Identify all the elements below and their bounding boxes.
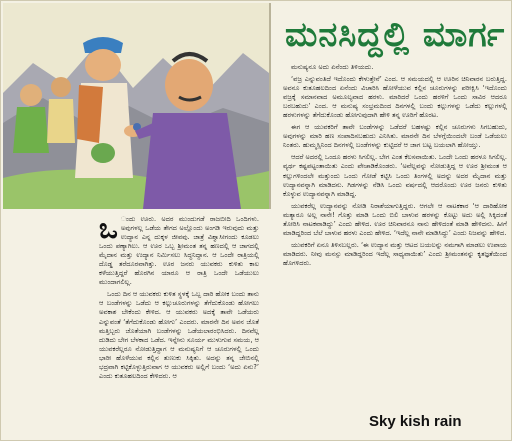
paragraph: ಆದರೆ ಅದರಲ್ಲಿ ಒಂದೂ ಹರಳು ಸಿಗಲಿಲ್ಲ. ಬೇಗ ಎಂತ ಕೆಲಸವಾಯಿತು. ಒಂದೇ ಒಂದು ಹರಳೂ ಸಿಗಲಿಲ್ಲ. ವ್ಯರ್ಥ ಕಷ್ಟಪಟ್ಟಂತಾಯಿತು ಎಂದು ಪೇಚಾಡಿಕೊಂಡರು. ‘ಅವೆಲ್ಲವನ್ನು ನೋಡುತ್ತಿದ್ದ ಆ ಊರ ಶ್ರೀಮಂತ ಆ ಕಲ್ಲುಗಳಿಂದಲೇ ಮತ್ತುಂದು ಒಂದು ಗೋಡೆ ಕಟ್ಟಿಸಿ ಒಂದು ತಿಂಗಳಲ್ಲಿ ಅದನ್ನು ಅದರ ಮೈದಾನ ಮತ್ತು ಉದ್ಯಾನವನ್ನಾಗಿ ಮಾಡಿದನು. ಗಿಡಗಳನ್ನು ನೆಡಿಸಿ ಒಂದು ವರ್ಷದಲ್ಲಿ ಆದರೊಂದು ಊರ ಜನರು ಕುಳಿತು ಕೊಳ್ಳುವ ಉದ್ಯಾನವನ್ನಾಗಿ ಮಾಡಿದ್ದ. <box>283 153 507 198</box>
paragraph: ‘ವಜ್ರ ಎನ್ನುವಂತಿದೆ ಇದೊಂದು ಕೇಳುತ್ತೇನೆ’ ಎಂದ. ಆ ಸಮಯದಲ್ಲಿ ಆ ಊರಿನ ಚಿನಿವಾರನ ಬರುತ್ತಿದ್ದ. ಅವನೂ ಕುತೂಹಲದಿಂದ ಏನೆಂದು ವಿಚಾರಿಸಿ ಹೋಳೆಯುವ ಕಲ್ಲಿನ ಚೂರುಗಳನ್ನು ಪರೀಕ್ಷಿಸಿ ‘ಇದೊಂದು ವಜ್ರಕ್ಕೆ ಸಮಾನವಾದ ಅಮೂಲ್ಯವಾದ ಹರಳು. ಮಾರಿದರೆ ಒಂದು ಹರಳಿಗೆ ಒಂದು ಸಾವಿರ ಆದರೂ ಬರಬಹುದು’ ಎಂದ. ಆ ಮನುಷ್ಯ ಸಂಭ್ರಮದಿಂದ ದಿನಗಳಲ್ಲಿ ಬಂದು ಕಲ್ಲುಗಳನ್ನು ಒಡೆದು ಕಲ್ಲುಗಳಲ್ಲಿ ಹರಳುಗಳನ್ನು ತೆಗೆದುಕೊಂಡು ಹೋಗುವುದಾಗಿ ಹೇಳಿ ತನ್ನ ಊರಿಗೆ ಹೊರಟ. <box>283 75 507 120</box>
dropcap: ಒ <box>99 212 118 245</box>
story-illustration <box>3 3 271 209</box>
paragraph: ಯುವಕರಿಗೆ ಏನೂ ತಿಳಿಸಬಲ್ಲರು. ‘ಈ ಉದ್ಯಾನ ಮತ್ತು ಆಟದ ಬಯಲನ್ನು ನಮಗಾಗಿ ಮಾಡಲು ಉಪಾಯ ಮಾಡಿದರು. ನೀವು ಮನಸ್ಸು ಮಾಡಿದ್ದರಿಂದ ಇದೆಲ್ಲ ಸಾಧ್ಯವಾಯಿತು’ ಎಂದು ಶ್ರೀಮಂತನನ್ನು ಕೃತಜ್ಞತೆಯಿಂದ ಹೊಗಳಿದರು. <box>283 240 507 267</box>
right-text-column <box>283 63 507 271</box>
paragraph: ಒಂದು ದಿನ ಆ ಯುವಕರು ಕುಳಿತ ಸ್ಥಳಕ್ಕೆ ಒಬ್ಬ ದಾರಿ ಹೋಕ ಬಂದು ತಾನು ಆ ಬಂಡೆಗಳನ್ನು ಒಡೆದು ಆ ಕಲ್ಲುಚೂರುಗಳನ್ನು ತೆಗೆದುಕೊಂಡು ಹೋಗಲು ಅವಕಾಶ ಬೇಕೆಂದು ಕೇಳಿದ. ಆ ಯುವಕರು ಅದಕ್ಕೆ ತಾವೇ ಒಡೆಯರು ಎನ್ನುವಂತೆ ‘ತೆಗೆದುಕೊಂಡು ಹೋಗು’ ಎಂದರು. ಮಾರನೇ ದಿನ ಅವನ ಜೊತೆ ಮತ್ತಿಬ್ಬರು ಜೊತೆಯಾಗಿ ಬಂಡೆಗಳನ್ನು ಒಡೆಯಲಾರಂಭಿಸಿದರು. ದಿನವೆಲ್ಲ ದುಡಿದು ಬೇಗ ಬೆಳಕಾದ ಒಡೆದ. ಇನ್ನೇನು ಸೂರ್ಯ ಮುಳುಗುವ ಸಮಯ, ಆ ಯುವಕರೆಲ್ಲರೂ ನೋಡುತ್ತಿದ್ದಾಗ ಆ ಮನುಷ್ಯನಿಗೆ ಆ ಚೂರುಗಳಲ್ಲಿ ಒಂದು ಭಾರೀ ಹೊಳೆಯುವ ಕಲ್ಲಿನ ತುಣುಕು ಸಿಕ್ಕಿತು. ಅದನ್ನು ತನ್ನ ಜೇಬಿನಲ್ಲಿ ಭದ್ರವಾಗಿ ಕಟ್ಟಿಕೊಳ್ಳುತ್ತಿರುವಾಗ ಆ ಯುವಕರು ಅಲ್ಲಿಗೆ ಬಂದು ‘ಅದು ಏನು?’ ಎಂದು ಕುತೂಹಲದಿಂದ ಕೇಳಿದರು. ಆ <box>99 290 259 380</box>
paragraph <box>99 212 259 287</box>
paragraph: ಈಗ ಆ ಯುವಕರಿಗೆ ತಾವೇ ಬಂಡೆಗಳನ್ನು ಒಡೆದರೆ ಬಹಳಷ್ಟು ಕಲ್ಲಿನ ಚೂರುಗಳು ಸಿಗಬಹುದು, ಅವುಗಳನ್ನು ಮಾರಿ ಹಣ ಸಂಪಾದಿಸಬಹುದು ಎನಿಸಿತು. ಮಾರನೇ ದಿನ ಬೆಳಗ್ಗೆಯಿಂದಲೇ ಬಂಡೆ ಒಡೆಯಲು ನಿಂತರು. ಹುಮ್ಮಸ್ಸಿನಿಂದ ದಿನಗಳಲ್ಲಿ ಬಂಡೆಗಳನ್ನು ಕುಟ್ಟಿದರೆ ಆ ಜಾಗ ಬಟ್ಟ ಬಯಲಾಗಿ ಹೋಯ್ತು. <box>283 123 507 150</box>
author-signature: Sky kish rain <box>369 413 462 430</box>
villager-back <box>47 77 75 143</box>
paragraph-text: ಂದು ಊರು. ಅದರ ಮುಂದುಗಡೆ ರಾಜಬೀದಿ ಒಂದಿಗಳು. ಅವುಗಳಲ್ಲ ಒಡೆಯ ತೇಗದ ಅಲ್ಲೊಂದು ಅಂಗಡಿ ಇರುವುದು ಮತ್ತು ಉದ್ಯಾನ ಎನ್ನ ದುಕ್ಕಳ ಜೀವವು. ಜಾತ್ರೆ ವಿಶ್ವಾಸೀಗಂದು ಕೂಡಲು ಒಂದು ಪಣ್ಯಾಗಿಲು. ಆ ಊರ ಒಬ್ಬ ಶ್ರೀಮಂತ ತನ್ನ ಹಣದಲ್ಲಿ ಆ ಜಾಗದಲ್ಲಿ ಮೈದಾನ ಮತ್ತು ಉದ್ಯಾನ ನಿರ್ಮಿಸಲು ಸಿದ್ಧನಿದ್ದಾನ. ಆ ಒಂದೇ ರಾತ್ರಿಯಲ್ಲಿ ದೊಡ್ಡ ತರೆದೂರವಾಗಿತ್ತು. ಊರ ಜನರು ಯುವಕರು ಕುಳಿತು ಕಾಲ ಕಳೆಯುತ್ತಿದ್ದರೆ ಹೊರಗಿನ ಯಾರೂ ಆ ರಾತ್ರಿ ಒಂದೇ ಒಡೆಯುಲು ಮುಂದಾಗಲಿಲ್ಲ. <box>99 215 259 287</box>
story-title: ಮನಸಿದ್ದಲ್ಲಿ ಮಾರ್ಗ <box>285 15 506 55</box>
left-text-column <box>99 212 259 384</box>
paragraph: ಯುವಕರೆಲ್ಲ ಉದ್ಯಾನವನ್ನು ನೋಡಿ ನಿರಾಶೆಯಾಗುತ್ತಿದ್ದರು. ಆಗಲೇ ಆ ನಾಟಕಕಾರ ‘ಆ ದಾರಿಹೋಕ ಮತ್ಯಾರೂ ಅಲ್ಲ ನಾನೇ! ಗೊತ್ತು ಮಾಡಿ ಒಂದು ಬಿಲಿ ಬಾಳುವ ಹರಳನ್ನು ಕೊಟ್ಟು ಅದು ಅಲ್ಲಿ ಸಿಕ್ಕಿದಂತೆ ತೋರಿಸಿ ನಾಟಕವಾಡಿದ್ದು’ ಎಂದು ಹೇಳಿದ. ಊರ ಚಿನಿವಾರನೂ ನಾನು ಹೇಳಿದಂತೆ ಮಾಡಿ ಹೇಳಿದನು. ಹೀಗೆ ಮಾಡಿದ್ದರಿಂದ ಬೆಲೆ ಬಾಳುವ ಹರಳು ಎಂದು ಹೇಳಿದ. ‘ಇದೆಲ್ಲ ನಾನೇ ಮಾಡಿಸಿದ್ದು’ ಎಂದು ನಿಜವನ್ನು ಹೇಳಿದ. <box>283 201 507 237</box>
paragraph: ಮನುಷ್ಯನೂ ಅದು ಏನೆಂದು ತಿಳಿಯದು. <box>291 63 374 71</box>
